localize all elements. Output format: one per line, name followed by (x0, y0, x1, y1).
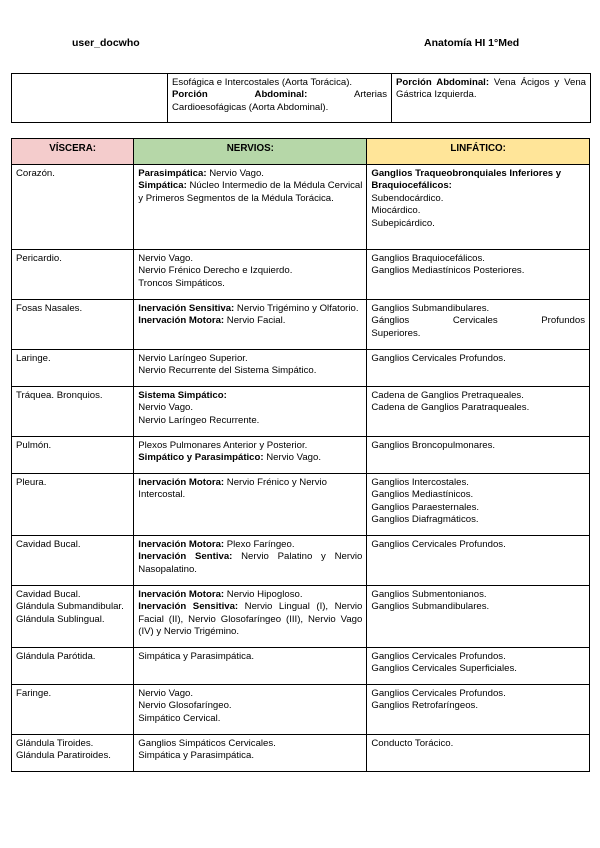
linfatico-cell (367, 586, 590, 648)
table-row (12, 648, 590, 685)
cell-text: Conducto Torácico. (371, 738, 454, 749)
cell-text: Ganglios Cervicales Superficiales. (371, 663, 517, 675)
cell-text: Cardioesofágicas (Aorta Abdominal). (172, 101, 329, 113)
nervios-cell (134, 536, 367, 586)
table-row (12, 250, 590, 300)
cell-text: Núcleo Intermedio de la Médula Cervical y Primeros Segmentos de la Médula Torácica. (138, 180, 363, 204)
cell-text: Nervio Facial. (224, 315, 286, 327)
cell-text: Ganglios Cervicales Profundos. (371, 353, 506, 364)
nervios-cell (134, 735, 367, 772)
cell-text: Ganglios Mediastínicos. (371, 489, 474, 501)
cell-text: Troncos Simpáticos. (138, 277, 225, 289)
cell-text: Subepicárdico. (371, 217, 435, 229)
viscera-cell: Laringe. (12, 350, 134, 387)
cell-text: Ganglios Cervicales Profundos. (371, 651, 506, 662)
cell-text: Ganglios Simpáticos Cervicales. (138, 738, 276, 749)
top-cell-empty (12, 74, 168, 123)
table-row (12, 586, 590, 648)
cell-text: Glándula Paratiroides. (16, 750, 111, 762)
cell-bold-label: Inervación Motora: (138, 589, 225, 600)
cell-bold-label: Porción Abdominal: (172, 89, 308, 101)
cell-bold-label: Ganglios Traqueobronquiales Inferiores y Braquiocefálicos: (371, 168, 562, 192)
cell-text: Plexos Pulmonares Anterior y Posterior. (138, 440, 308, 451)
cell-text: Simpática y Parasimpática. (138, 651, 254, 662)
cell-text: Vena Ácigos y Vena Gástrica Izquierda. (396, 77, 586, 101)
viscera-cell: Pulmón. (12, 437, 134, 474)
cell-text: Plexo Faríngeo. (224, 539, 295, 550)
top-cell-venas (392, 74, 591, 123)
cell-text-justified (371, 315, 585, 327)
cell-bold-label: Inervación Motora: (138, 539, 225, 550)
cell-text: Glándula Sublingual. (16, 613, 105, 625)
viscera-cell: Glándula Parótida. (12, 648, 134, 685)
cell-text: Ganglios Broncopulmonares. (371, 440, 496, 451)
linfatico-cell (367, 437, 590, 474)
cell-text: Ganglios Cervicales Profundos. (371, 688, 506, 699)
cell-text: Ganglios Retrofaríngeos. (371, 700, 479, 712)
viscera-cell: Corazón. (12, 165, 134, 250)
viscera-cell (12, 586, 134, 648)
cell-text: Nervio Vago. (263, 452, 321, 464)
cell-text: Nervio Palatino y Nervio Nasopalatino. (138, 551, 363, 575)
cell-text: Miocárdico. (371, 205, 421, 217)
cell-text: Nervio Recurrente del Sistema Simpático. (138, 365, 317, 377)
header-linfatico: LINFÁTICO: (367, 139, 590, 165)
table-header-row (12, 139, 590, 165)
cell-bold-label: Inervación Motora: (138, 315, 225, 327)
cell-bold-label: Inervación Motora: (138, 477, 225, 488)
cell-bold-label: Inervación Sensitiva: (138, 303, 235, 314)
cell-text: Ganglios Braquiocefálicos. (371, 253, 485, 264)
cell-text: Nervio Lingual (I), Nervio Facial (II), Nervio Glosofaríngeo (III), Nervio Vago (IV) y Nervio Trigémino. (138, 601, 363, 638)
table-row (12, 536, 590, 586)
header-user: user_docwho (72, 37, 140, 49)
nervios-cell (134, 300, 367, 350)
nervios-cell (134, 350, 367, 387)
table-row (12, 437, 590, 474)
cell-text: Gánglios (371, 315, 410, 327)
cell-text: Nervio Glosofaríngeo. (138, 700, 232, 712)
nervios-cell (134, 685, 367, 735)
cell-text: Nervio Vago. (138, 253, 194, 264)
cell-text: Cavidad Bucal. (16, 589, 81, 600)
table-row (12, 735, 590, 772)
viscera-cell: Pericardio. (12, 250, 134, 300)
linfatico-cell (367, 735, 590, 772)
top-continuation-table (11, 73, 591, 123)
cell-bold-label: Sistema Simpático: (138, 390, 227, 401)
cell-text: Simpática y Parasimpática. (138, 750, 254, 762)
cell-text: Cervicales (452, 315, 498, 327)
cell-text: Ganglios Submandibulares. (371, 303, 490, 314)
cell-bold-label: Porción Abdominal: (396, 77, 490, 88)
nervios-cell (134, 165, 367, 250)
cell-text: Ganglios Paraesternales. (371, 501, 480, 513)
cell-text: Ganglios Submandibulares. (371, 601, 490, 613)
cell-text: Glándula Tiroides. (16, 738, 94, 749)
header-nervios: NERVIOS: (134, 139, 367, 165)
cell-text: Nervio Frénico y Nervio Intercostal. (138, 477, 328, 501)
top-cell-arterias (168, 74, 392, 123)
cell-text: Nervio Laríngeo Recurrente. (138, 414, 260, 426)
cell-text: Nervio Vago. (138, 402, 194, 414)
linfatico-cell (367, 648, 590, 685)
linfatico-cell (367, 165, 590, 250)
linfatico-cell (367, 250, 590, 300)
table-row (12, 350, 590, 387)
cell-text-justified (172, 89, 387, 101)
cell-text: Simpático Cervical. (138, 712, 221, 724)
header-viscera: VÍSCERA: (12, 139, 134, 165)
cell-text: Cadena de Ganglios Paratraqueales. (371, 402, 530, 414)
viscera-table (11, 138, 590, 772)
cell-bold-label: Simpático y Parasimpático: (138, 452, 264, 464)
cell-text: Glándula Submandibular. (16, 601, 124, 613)
viscera-cell: Cavidad Bucal. (12, 536, 134, 586)
linfatico-cell (367, 300, 590, 350)
table-row (12, 387, 590, 437)
linfatico-cell (367, 685, 590, 735)
cell-text: Nervio Trigémino y Olfatorio. (234, 303, 359, 314)
cell-text: Esofágica e Intercostales (Aorta Torácica). (172, 77, 353, 88)
nervios-cell (134, 250, 367, 300)
cell-bold-label: Inervación Sensitiva: (138, 601, 239, 613)
cell-text: Ganglios Cervicales Profundos. (371, 539, 506, 550)
viscera-cell: Pleura. (12, 474, 134, 536)
cell-text: Ganglios Diafragmáticos. (371, 514, 479, 526)
viscera-cell: Tráquea. Bronquios. (12, 387, 134, 437)
table-row (12, 685, 590, 735)
table-row (12, 74, 591, 123)
cell-bold-label: Parasimpática: (138, 168, 207, 179)
cell-text: Superiores. (371, 327, 421, 339)
cell-bold-label: Simpática: (138, 180, 187, 192)
linfatico-cell (367, 350, 590, 387)
nervios-cell (134, 586, 367, 648)
linfatico-cell (367, 536, 590, 586)
nervios-cell (134, 437, 367, 474)
cell-text: Nervio Frénico Derecho e Izquierdo. (138, 265, 293, 277)
viscera-cell (12, 735, 134, 772)
table-row (12, 474, 590, 536)
table-row (12, 300, 590, 350)
viscera-cell: Faringe. (12, 685, 134, 735)
nervios-cell (134, 474, 367, 536)
cell-text: Nervio Laríngeo Superior. (138, 353, 248, 364)
cell-text: Ganglios Mediastínicos Posteriores. (371, 265, 525, 277)
viscera-cell: Fosas Nasales. (12, 300, 134, 350)
header-course: Anatomía HI 1°Med (424, 37, 520, 49)
linfatico-cell (367, 474, 590, 536)
cell-bold-label: Inervación Sentiva: (138, 551, 233, 563)
table-row (12, 165, 590, 250)
cell-text: Profundos (541, 315, 586, 327)
cell-text: Subendocárdico. (371, 192, 444, 204)
cell-text: Cadena de Ganglios Pretraqueales. (371, 390, 524, 401)
nervios-cell (134, 387, 367, 437)
cell-text: Nervio Vago. (206, 168, 264, 179)
nervios-cell (134, 648, 367, 685)
linfatico-cell (367, 387, 590, 437)
cell-text: Ganglios Intercostales. (371, 477, 469, 488)
cell-text: Ganglios Submentonianos. (371, 589, 487, 600)
cell-text: Nervio Vago. (138, 688, 194, 699)
cell-text: Arterias (353, 89, 387, 101)
cell-text: Nervio Hipogloso. (224, 589, 303, 600)
